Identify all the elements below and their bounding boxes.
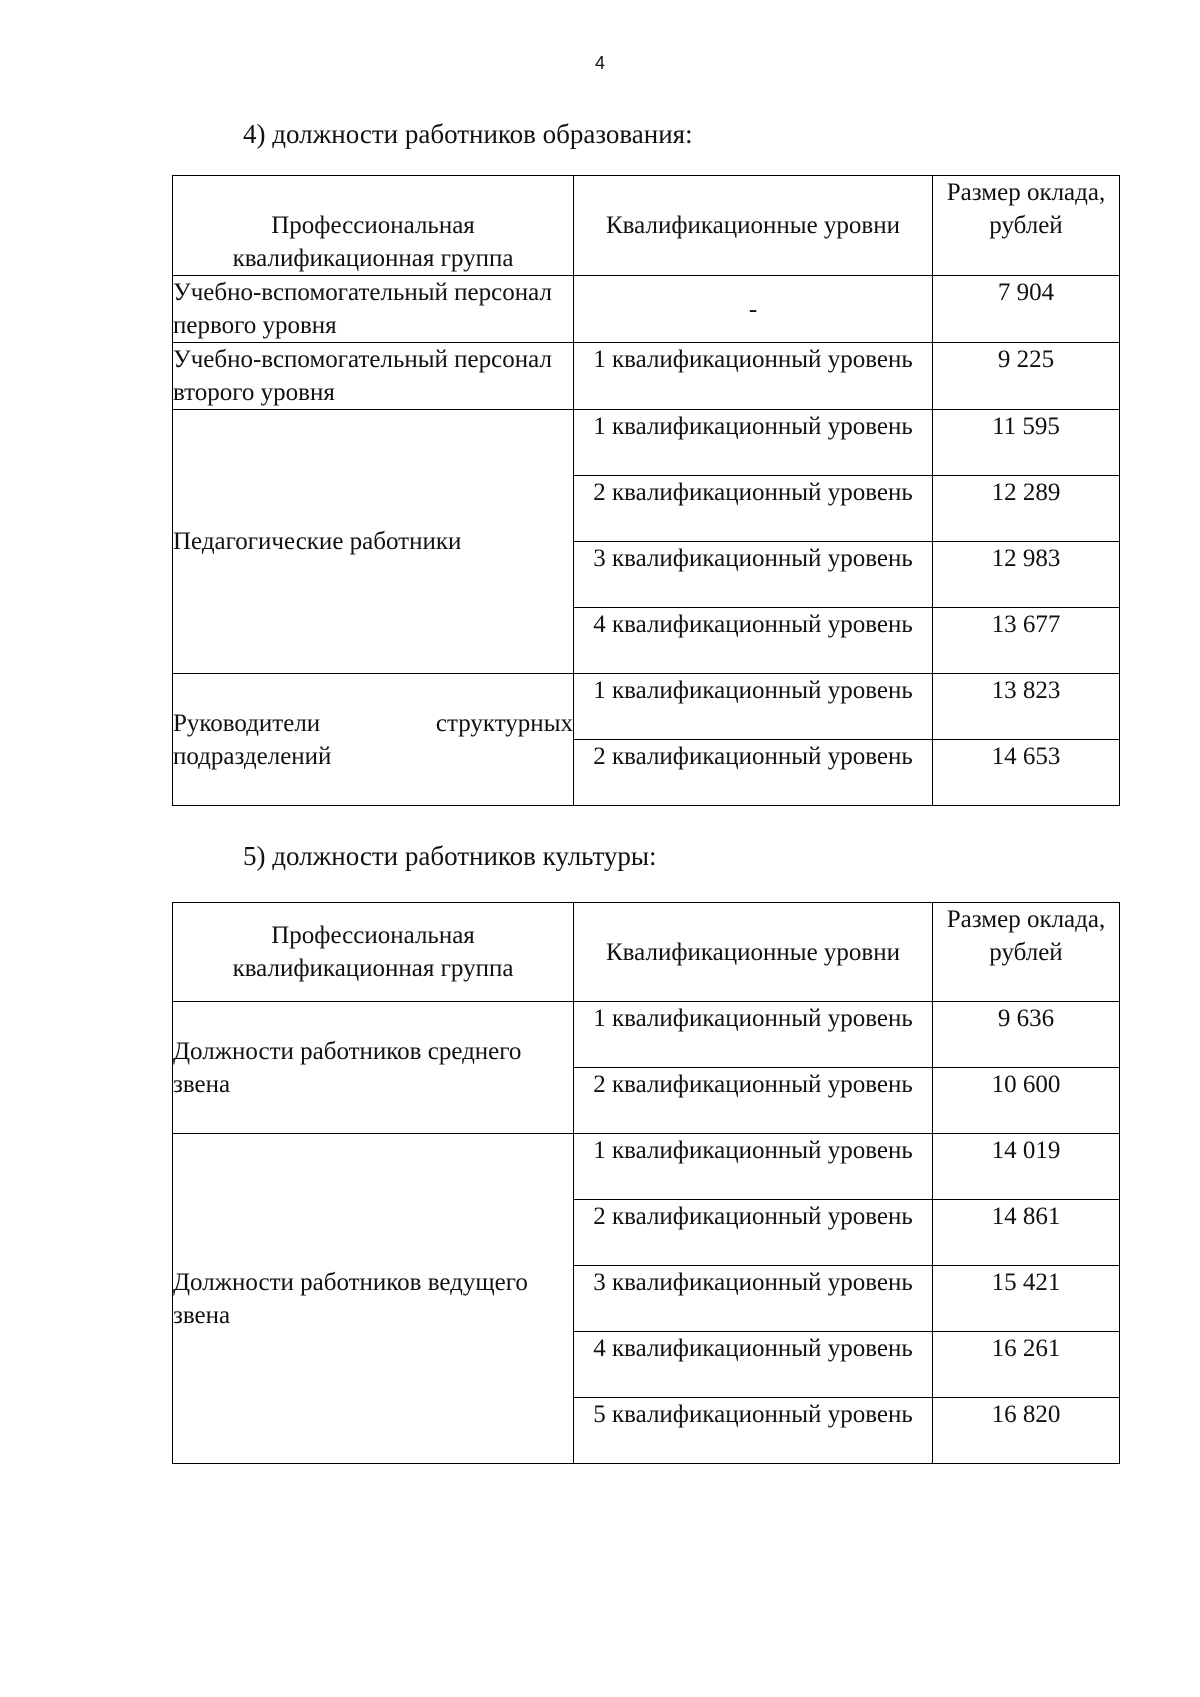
group-cell: Педагогические работники bbox=[173, 410, 574, 674]
salary-cell: 14 861 bbox=[933, 1200, 1120, 1266]
salary-cell: 15 421 bbox=[933, 1266, 1120, 1332]
table-row bbox=[173, 674, 1120, 740]
level-cell: - bbox=[574, 276, 933, 343]
header-salary: Размер оклада, рублей bbox=[933, 176, 1120, 276]
salary-cell: 16 261 bbox=[933, 1332, 1120, 1398]
table-row bbox=[173, 410, 1120, 476]
group-cell: Руководители структурных подразделений bbox=[173, 674, 574, 806]
page-number: 4 bbox=[594, 53, 605, 73]
level-cell: 1 квалификационный уровень bbox=[574, 343, 933, 410]
salary-cell: 13 677 bbox=[933, 608, 1120, 674]
table-row bbox=[173, 276, 1120, 343]
table-row bbox=[173, 1002, 1120, 1068]
level-cell: 2 квалификационный уровень bbox=[574, 1200, 933, 1266]
level-cell: 3 квалификационный уровень bbox=[574, 1266, 933, 1332]
salary-cell: 10 600 bbox=[933, 1068, 1120, 1134]
salary-cell: 13 823 bbox=[933, 674, 1120, 740]
level-cell: 2 квалификационный уровень bbox=[574, 1068, 933, 1134]
table-header-row bbox=[173, 176, 1120, 276]
education-section-heading: 4) должности работников образования: bbox=[243, 119, 693, 149]
group-cell: Должности работников ведущего звена bbox=[173, 1134, 574, 1464]
group-cell: Учебно-вспомогательный персонал первого уровня bbox=[173, 276, 574, 343]
level-cell: 1 квалификационный уровень bbox=[574, 1002, 933, 1068]
culture-section-heading: 5) должности работников культуры: bbox=[243, 841, 657, 871]
culture-salary-table bbox=[172, 902, 1120, 1464]
header-salary: Размер оклада, рублей bbox=[933, 903, 1120, 1002]
salary-cell: 9 636 bbox=[933, 1002, 1120, 1068]
salary-cell: 11 595 bbox=[933, 410, 1120, 476]
salary-cell: 12 289 bbox=[933, 476, 1120, 542]
level-cell: 1 квалификационный уровень bbox=[574, 674, 933, 740]
salary-cell: 16 820 bbox=[933, 1398, 1120, 1464]
salary-cell: 9 225 bbox=[933, 343, 1120, 410]
table-row bbox=[173, 343, 1120, 410]
level-cell: 5 квалификационный уровень bbox=[574, 1398, 933, 1464]
education-salary-table bbox=[172, 175, 1120, 806]
table-header-row bbox=[173, 903, 1120, 1002]
group-cell: Должности работников среднего звена bbox=[173, 1002, 574, 1134]
header-group: Профессиональная квалификационная группа bbox=[173, 176, 574, 276]
level-cell: 1 квалификационный уровень bbox=[574, 410, 933, 476]
salary-cell: 12 983 bbox=[933, 542, 1120, 608]
level-cell: 4 квалификационный уровень bbox=[574, 608, 933, 674]
level-cell: 2 квалификационный уровень bbox=[574, 476, 933, 542]
level-cell: 3 квалификационный уровень bbox=[574, 542, 933, 608]
group-cell: Учебно-вспомогательный персонал второго уровня bbox=[173, 343, 574, 410]
salary-cell: 14 653 bbox=[933, 740, 1120, 806]
level-cell: 2 квалификационный уровень bbox=[574, 740, 933, 806]
salary-cell: 14 019 bbox=[933, 1134, 1120, 1200]
level-cell: 1 квалификационный уровень bbox=[574, 1134, 933, 1200]
header-group: Профессиональная квалификационная группа bbox=[173, 903, 574, 1002]
level-cell: 4 квалификационный уровень bbox=[574, 1332, 933, 1398]
table-row bbox=[173, 1134, 1120, 1200]
salary-cell: 7 904 bbox=[933, 276, 1120, 343]
header-level: Квалификационные уровни bbox=[574, 176, 933, 276]
header-level: Квалификационные уровни bbox=[574, 903, 933, 1002]
